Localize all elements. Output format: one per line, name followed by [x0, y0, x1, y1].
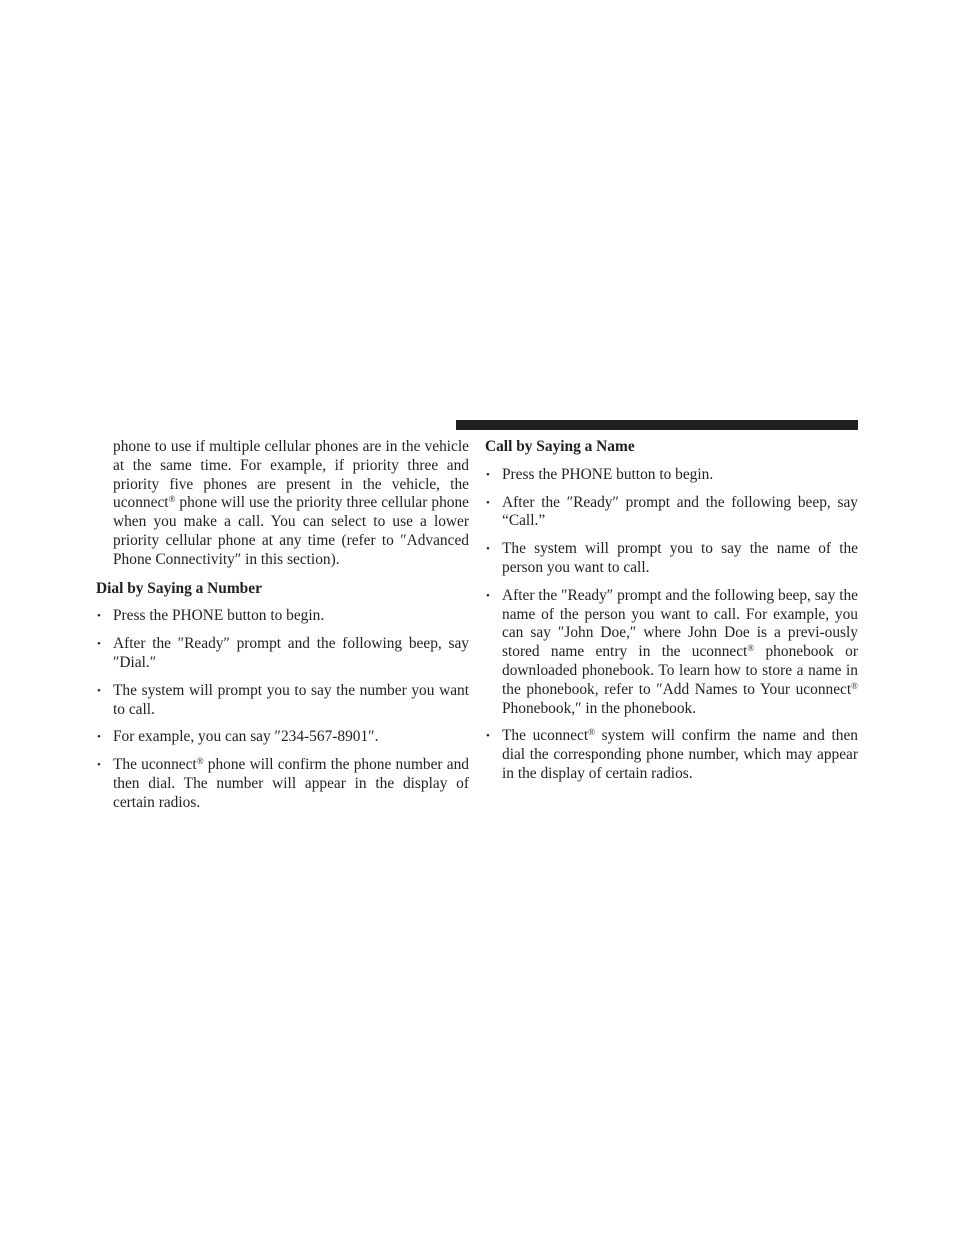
bullet-icon: • — [97, 684, 101, 697]
section-header-bar — [456, 420, 858, 430]
list-item: • For example, you can say ″234-567-8901″. — [97, 728, 379, 746]
list-item: • The uconnect® system will confirm the name and then dial the corresponding phone number, which may appear in the display of certain radios. — [486, 727, 858, 782]
dial-by-number-list — [96, 607, 469, 812]
dial-by-number-heading: Dial by Saying a Number — [96, 579, 262, 597]
list-item: • After the ″Ready″ prompt and the following beep, say “Call.” — [486, 493, 858, 530]
list-item: • The system will prompt you to say the name of the person you want to call. — [486, 540, 858, 576]
bullet-icon: • — [486, 730, 490, 743]
list-item: • After the ″Ready″ prompt and the following beep, say ″Dial.″ — [97, 635, 469, 671]
bullet-icon: • — [97, 638, 101, 651]
bullet-icon: • — [486, 468, 490, 481]
bullet-icon: • — [97, 759, 101, 772]
left-column — [96, 438, 469, 822]
right-column — [485, 438, 858, 793]
list-item: • Press the PHONE button to begin. — [486, 465, 714, 483]
bullet-icon: • — [486, 543, 490, 556]
call-by-name-list — [485, 466, 858, 784]
bullet-icon: • — [486, 589, 490, 602]
list-item: • The uconnect® phone will confirm the phone number and then dial. The number will appear in the display of certain radios. — [97, 756, 470, 811]
continuation-paragraph: phone to use if multiple cellular phones are in the vehicle at the same time. For example, if priority three and priority five phones are present in the vehicle, the uconnect® phone will use the priority three cellular phone when you make a call. You can select to use a lower priority cellular phone at any time (refer to ″Advanced Phone Connectivity″ in this section). — [113, 438, 469, 568]
list-item: • The system will prompt you to say the number you want to call. — [97, 681, 469, 718]
list-item: • After the ″Ready″ prompt and the following beep, say the name of the person you want to call. For example, you can say ″John Doe,″ where John Doe is a previ-ously stored name entry in the uconnect® phonebook or downloaded phonebook. To learn how to store a name in the phonebook, refer to ″Add Names to Your uconnect® Phonebook,″ in the phonebook. — [486, 586, 858, 717]
bullet-icon: • — [486, 496, 490, 509]
bullet-icon: • — [97, 731, 101, 744]
bullet-icon: • — [97, 610, 101, 623]
call-by-name-heading: Call by Saying a Name — [485, 438, 635, 455]
list-item: • Press the PHONE button to begin. — [97, 607, 325, 625]
